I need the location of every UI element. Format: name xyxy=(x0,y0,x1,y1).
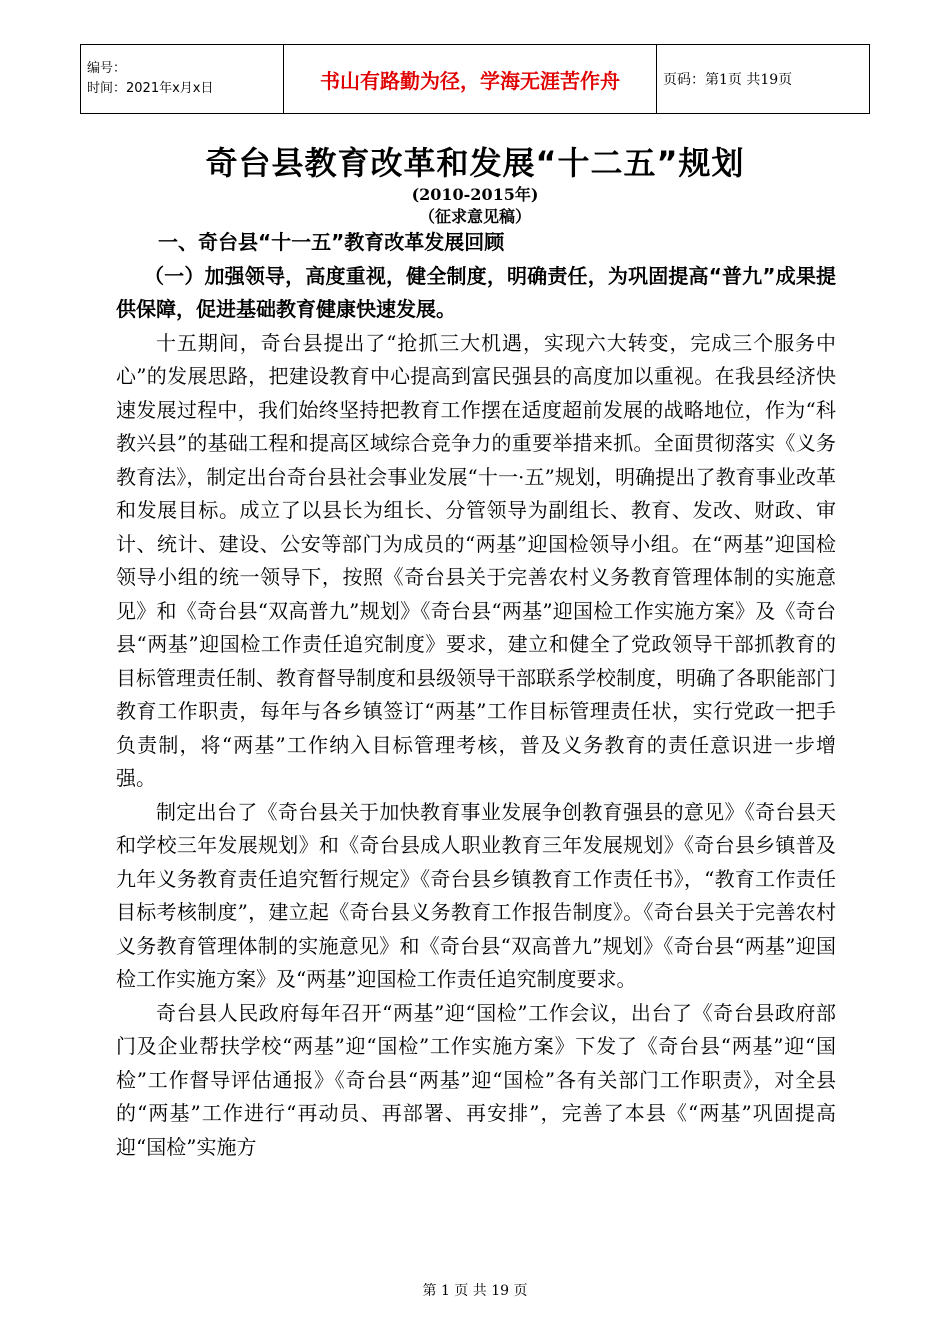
subsection-heading: （一）加强领导，高度重视，健全制度，明确责任，为巩固提高“普九”成果提供保障，促进基础教育健康快速发展。 xyxy=(116,263,836,321)
body-paragraph-3: 奇台县人民政府每年召开“两基”迎“国检”工作会议，出台了《奇台县政府部门及企业帮扶学校“两基”迎“国检”工作实施方案》下发了《奇台县“两基”迎“国检”工作督导评估通报》《奇台县“两基”迎“国检”各有关部门工作职责》，对全县的“两基”工作进行“再动员、再部署、再安排”，完善了本县《“两基”巩固提高迎“国检”实施方 xyxy=(116,1000,836,1159)
body-paragraph-1: 十五期间，奇台县提出了“抢抓三大机遇，实现六大转变，完成三个服务中心”的发展思路，把建设教育中心提高到富民强县的高度加以重视。在我县经济快速发展过程中，我们始终坚持把教育工作摆在适度超前发展的战略地位，作为“科教兴县”的基础工程和提高区域综合竞争力的重要举措来抓。全面贯彻落实《义务教育法》，制定出台奇台县社会事业发展“十一·五”规划，明确提出了教育事业改革和发展目标。成立了以县长为组长、分管领导为副组长、教育、发改、财政、审计、统计、建设、公安等部门为成员的“两基”迎国检领导小组。在“两基”迎国检领导小组的统一领导下，按照《奇台县关于完善农村义务教育管理体制的实施意见》和《奇台县“双高普九”规划》《奇台县“两基”迎国检工作实施方案》及《奇台县“两基”迎国检工作责任追究制度》要求，建立和健全了党政领导干部抓教育的目标管理责任制、教育督导制度和县级领导干部联系学校制度，明确了各职能部门教育工作职责，每年与各乡镇签订“两基”工作目标管理责任状，实行党政一把手负责制，将“两基”工作纳入目标管理考核，普及义务教育的责任意识进一步增强。 xyxy=(116,330,836,790)
section-heading: 一、奇台县“十一五”教育改革发展回顾 xyxy=(158,230,505,254)
header-motto: 书山有路勤为径，学海无涯苦作舟 xyxy=(284,45,657,114)
document-date-label: 时间：2021年x月x日 xyxy=(87,81,214,96)
document-body xyxy=(116,226,836,1164)
page-footer: 第 1 页 共 19 页 xyxy=(422,1283,528,1299)
document-draft-note: （征求意见稿） xyxy=(418,207,531,226)
document-years: (2010-2015年) xyxy=(411,185,539,204)
document-number-label: 编号： xyxy=(87,61,127,76)
header-meta-cell xyxy=(81,45,284,114)
document-title: 奇台县教育改革和发展“十二五”规划 xyxy=(205,144,745,182)
header-page-info: 页码：第1页 共19页 xyxy=(657,45,870,114)
header-table xyxy=(80,44,870,114)
body-paragraph-2: 制定出台了《奇台县关于加快教育事业发展争创教育强县的意见》《奇台县天和学校三年发展规划》和《奇台县成人职业教育三年发展规划》《奇台县乡镇普及九年义务教育责任追究暂行规定》《奇台县乡镇教育工作责任书》，“教育工作责任目标考核制度”，建立起《奇台县义务教育工作报告制度》。《奇台县关于完善农村义务教育管理体制的实施意见》和《奇台县“双高普九”规划》《奇台县“两基”迎国检工作实施方案》及“两基”迎国检工作责任追究制度要求。 xyxy=(116,799,836,991)
